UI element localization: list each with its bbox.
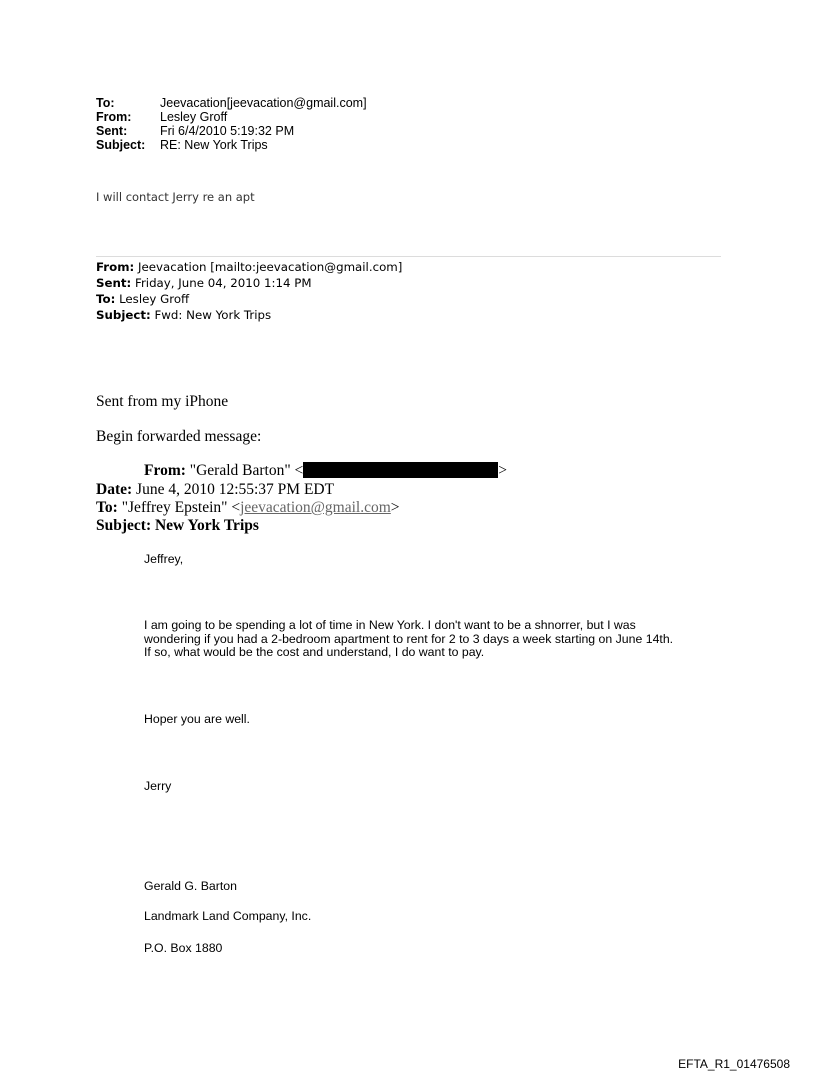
header-subject-row <box>96 138 367 152</box>
header-from-label: From: <box>96 110 132 124</box>
orig-subject-value: New York Trips <box>154 517 259 534</box>
fwd-subject-label: Subject: <box>96 308 151 322</box>
message-wish: Hoper you are well. <box>144 712 250 726</box>
header-sent-label: Sent: <box>96 124 128 138</box>
message-signoff: Jerry <box>144 779 172 793</box>
orig-to-label: To: <box>96 499 118 516</box>
email-header <box>96 96 367 152</box>
signature-name: Gerald G. Barton <box>144 879 237 893</box>
message-body: I am going to be spending a lot of time in New York. I don't want to be a shnorrer, but I was wondering if you had a 2-bedroom apartment to rent for 2 to 3 days a week starting on June 14th. If so, what would be the cost and understand, I do want to pay. <box>144 618 674 659</box>
begin-forwarded: Begin forwarded message: <box>96 428 262 445</box>
orig-subject-row <box>96 517 259 535</box>
orig-from-label: From: <box>144 462 186 479</box>
orig-from-row <box>144 462 507 480</box>
header-from-row <box>96 110 367 124</box>
forwarded-header <box>96 259 402 323</box>
header-sent-value: Fri 6/4/2010 5:19:32 PM <box>160 124 295 138</box>
fwd-from-value: Jeevacation [mailto:jeevacation@gmail.com] <box>138 260 403 274</box>
orig-date-value: June 4, 2010 12:55:37 PM EDT <box>136 481 335 498</box>
fwd-to-value: Lesley Groff <box>119 292 190 306</box>
fwd-to-label: To: <box>96 292 116 306</box>
header-to-label: To: <box>96 96 115 110</box>
signature-address: P.O. Box 1880 <box>144 941 223 955</box>
signature-company: Landmark Land Company, Inc. <box>144 909 312 923</box>
redaction-box <box>303 462 498 478</box>
fwd-sent-row <box>96 275 402 291</box>
fwd-from-row <box>96 259 402 275</box>
fwd-subject-value: Fwd: New York Trips <box>154 308 272 322</box>
fwd-from-label: From: <box>96 260 135 274</box>
orig-date-label: Date: <box>96 481 133 498</box>
orig-from-close: > <box>498 462 508 479</box>
orig-date-row <box>96 481 334 499</box>
orig-from-value: "Gerald Barton" < <box>189 462 304 479</box>
header-from-value: Lesley Groff <box>160 110 228 124</box>
divider <box>96 256 721 257</box>
header-to-row <box>96 96 367 110</box>
header-sent-row <box>96 124 367 138</box>
fwd-to-row <box>96 291 402 307</box>
document-id: EFTA_R1_01476508 <box>678 1057 790 1071</box>
fwd-sent-label: Sent: <box>96 276 132 290</box>
header-subject-value: RE: New York Trips <box>160 138 268 152</box>
fwd-subject-row <box>96 307 402 323</box>
orig-subject-label: Subject: <box>96 517 152 534</box>
orig-to-name: "Jeffrey Epstein" < <box>121 499 241 516</box>
reply-text: I will contact Jerry re an apt <box>96 190 255 204</box>
header-to-value: Jeevacation[jeevacation@gmail.com] <box>160 96 367 110</box>
header-subject-label: Subject: <box>96 138 146 152</box>
orig-to-close: > <box>390 499 400 516</box>
sent-from-iphone: Sent from my iPhone <box>96 393 229 410</box>
message-greeting: Jeffrey, <box>144 552 184 566</box>
orig-to-row <box>96 499 400 517</box>
fwd-sent-value: Friday, June 04, 2010 1:14 PM <box>135 276 312 290</box>
orig-to-email-link[interactable]: jeevacation@gmail.com <box>240 499 391 516</box>
